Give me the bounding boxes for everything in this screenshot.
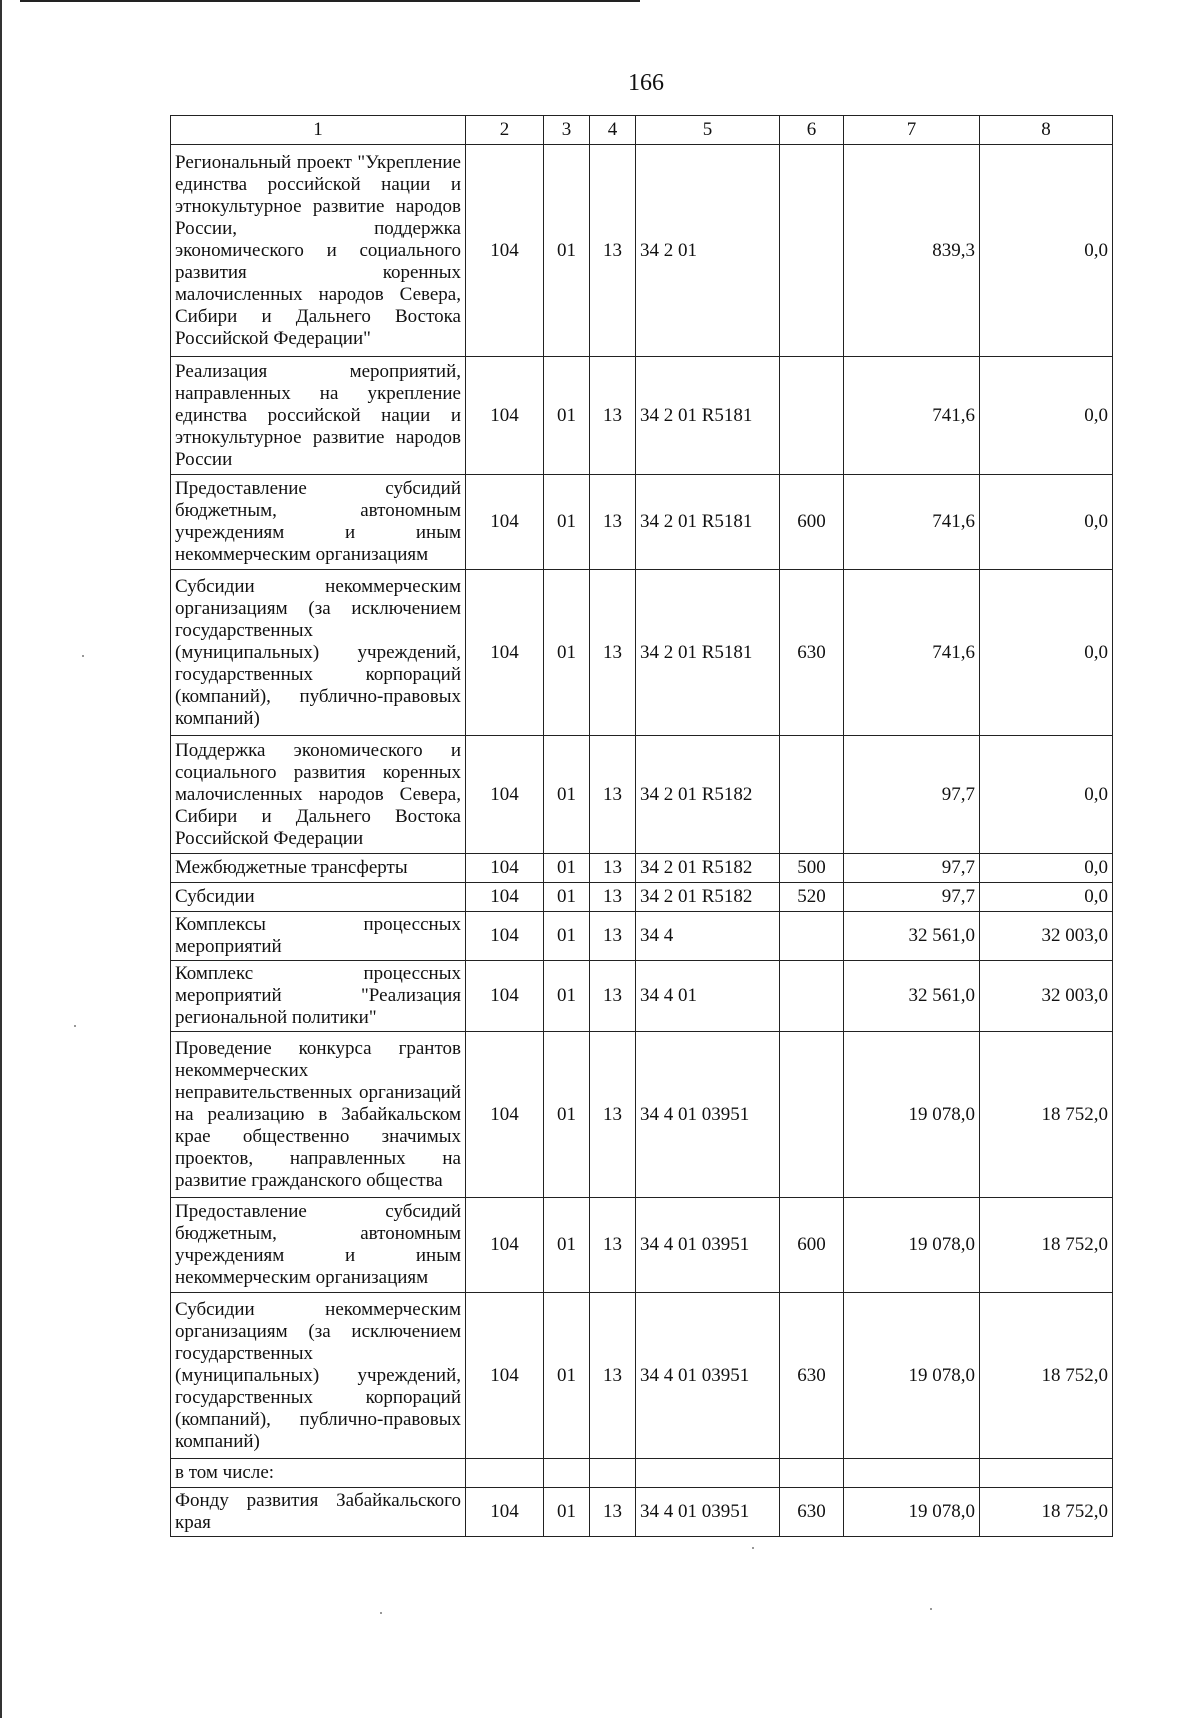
cell-section xyxy=(544,1459,590,1488)
column-header: 4 xyxy=(590,116,636,145)
scan-speck xyxy=(752,1547,754,1549)
cell-amount-1: 19 078,0 xyxy=(844,1198,980,1293)
cell-amount-1: 32 561,0 xyxy=(844,912,980,961)
cell-expense-type xyxy=(780,1032,844,1198)
table-row xyxy=(171,1198,1113,1293)
budget-table xyxy=(170,115,1113,1537)
cell-expense-type: 630 xyxy=(780,1488,844,1537)
cell-amount-1: 19 078,0 xyxy=(844,1488,980,1537)
cell-section: 01 xyxy=(544,1293,590,1459)
cell-expense-type: 600 xyxy=(780,475,844,570)
cell-amount-2: 0,0 xyxy=(980,475,1113,570)
column-header: 6 xyxy=(780,116,844,145)
cell-ministry: 104 xyxy=(466,961,544,1032)
table-row xyxy=(171,912,1113,961)
cell-target-code: 34 4 xyxy=(636,912,780,961)
cell-subsection xyxy=(590,1459,636,1488)
row-name: Субсидии некоммерческим организациям (за исключением государственных (муниципальных) учреждений, государственных корпораций (компаний), публично-правовых компаний) xyxy=(171,1293,466,1459)
scan-top-line xyxy=(20,0,640,2)
cell-amount-2: 18 752,0 xyxy=(980,1488,1113,1537)
column-header: 7 xyxy=(844,116,980,145)
cell-expense-type: 630 xyxy=(780,570,844,736)
row-name: Субсидии некоммерческим организациям (за исключением государственных (муниципальных) учреждений, государственных корпораций (компаний), публично-правовых компаний) xyxy=(171,570,466,736)
cell-amount-1: 97,7 xyxy=(844,854,980,883)
cell-ministry: 104 xyxy=(466,1198,544,1293)
column-header: 3 xyxy=(544,116,590,145)
cell-subsection: 13 xyxy=(590,475,636,570)
cell-section: 01 xyxy=(544,1488,590,1537)
cell-expense-type: 600 xyxy=(780,1198,844,1293)
row-name: Реализация мероприятий, направленных на укрепление единства российской нации и этнокультурное развитие народов России xyxy=(171,357,466,475)
cell-amount-2: 18 752,0 xyxy=(980,1032,1113,1198)
cell-subsection: 13 xyxy=(590,1198,636,1293)
cell-amount-2 xyxy=(980,1459,1113,1488)
column-header: 2 xyxy=(466,116,544,145)
cell-section: 01 xyxy=(544,912,590,961)
column-header: 5 xyxy=(636,116,780,145)
cell-ministry: 104 xyxy=(466,1032,544,1198)
row-name: Субсидии xyxy=(171,883,466,912)
cell-expense-type xyxy=(780,736,844,854)
cell-amount-2: 0,0 xyxy=(980,357,1113,475)
cell-expense-type xyxy=(780,357,844,475)
table-row xyxy=(171,1032,1113,1198)
cell-ministry: 104 xyxy=(466,145,544,357)
cell-target-code: 34 4 01 xyxy=(636,961,780,1032)
table-row xyxy=(171,1459,1113,1488)
cell-section: 01 xyxy=(544,145,590,357)
scan-speck xyxy=(930,1608,932,1610)
cell-amount-2: 0,0 xyxy=(980,736,1113,854)
cell-ministry xyxy=(466,1459,544,1488)
cell-amount-2: 18 752,0 xyxy=(980,1198,1113,1293)
cell-section: 01 xyxy=(544,854,590,883)
row-name: Поддержка экономического и социального развития коренных малочисленных народов Севера, Сибири и Дальнего Востока Российской Федерации xyxy=(171,736,466,854)
table-header-row xyxy=(171,116,1113,145)
cell-amount-1: 741,6 xyxy=(844,570,980,736)
cell-ministry: 104 xyxy=(466,475,544,570)
cell-amount-2: 32 003,0 xyxy=(980,961,1113,1032)
cell-section: 01 xyxy=(544,1198,590,1293)
cell-expense-type xyxy=(780,961,844,1032)
cell-target-code xyxy=(636,1459,780,1488)
cell-amount-1: 741,6 xyxy=(844,475,980,570)
table-row xyxy=(171,1293,1113,1459)
cell-target-code: 34 4 01 03951 xyxy=(636,1488,780,1537)
cell-subsection: 13 xyxy=(590,883,636,912)
cell-amount-1: 19 078,0 xyxy=(844,1293,980,1459)
cell-amount-1: 97,7 xyxy=(844,883,980,912)
cell-expense-type: 500 xyxy=(780,854,844,883)
cell-ministry: 104 xyxy=(466,736,544,854)
cell-section: 01 xyxy=(544,883,590,912)
cell-expense-type: 630 xyxy=(780,1293,844,1459)
row-name: Региональный проект "Укрепление единства российской нации и этнокультурное развитие народов России, поддержка экономического и социального развития коренных малочисленных народов Севера, Сибири и Дальнего Востока Российской Федерации" xyxy=(171,145,466,357)
cell-section: 01 xyxy=(544,357,590,475)
table-body xyxy=(171,145,1113,1537)
table-row xyxy=(171,854,1113,883)
cell-amount-2: 0,0 xyxy=(980,883,1113,912)
row-name: Комплексы процессных мероприятий xyxy=(171,912,466,961)
table-row xyxy=(171,1488,1113,1537)
cell-expense-type: 520 xyxy=(780,883,844,912)
cell-amount-2: 18 752,0 xyxy=(980,1293,1113,1459)
cell-amount-2: 32 003,0 xyxy=(980,912,1113,961)
cell-amount-1: 741,6 xyxy=(844,357,980,475)
row-name: Проведение конкурса грантов некоммерческих неправительственных организаций на реализацию в Забайкальском крае общественно значимых проектов, направленных на развитие гражданского общества xyxy=(171,1032,466,1198)
scan-speck xyxy=(74,1025,76,1027)
cell-target-code: 34 4 01 03951 xyxy=(636,1293,780,1459)
cell-subsection: 13 xyxy=(590,961,636,1032)
cell-target-code: 34 2 01 R5181 xyxy=(636,570,780,736)
cell-ministry: 104 xyxy=(466,357,544,475)
cell-subsection: 13 xyxy=(590,1293,636,1459)
cell-subsection: 13 xyxy=(590,912,636,961)
page-number: 166 xyxy=(628,70,664,96)
scan-edge-line xyxy=(0,0,2,1718)
table-row xyxy=(171,736,1113,854)
cell-expense-type xyxy=(780,145,844,357)
cell-subsection: 13 xyxy=(590,357,636,475)
cell-section: 01 xyxy=(544,961,590,1032)
cell-amount-1: 19 078,0 xyxy=(844,1032,980,1198)
row-name: Предоставление субсидий бюджетным, автономным учреждениям и иным некоммерческим организациям xyxy=(171,1198,466,1293)
cell-amount-2: 0,0 xyxy=(980,570,1113,736)
cell-amount-2: 0,0 xyxy=(980,854,1113,883)
cell-amount-1: 839,3 xyxy=(844,145,980,357)
cell-target-code: 34 2 01 R5182 xyxy=(636,883,780,912)
scan-speck xyxy=(82,655,84,657)
cell-subsection: 13 xyxy=(590,1488,636,1537)
cell-ministry: 104 xyxy=(466,1293,544,1459)
cell-subsection: 13 xyxy=(590,145,636,357)
table-row xyxy=(171,961,1113,1032)
cell-ministry: 104 xyxy=(466,883,544,912)
cell-target-code: 34 4 01 03951 xyxy=(636,1032,780,1198)
cell-section: 01 xyxy=(544,570,590,736)
cell-amount-1: 97,7 xyxy=(844,736,980,854)
cell-amount-1: 32 561,0 xyxy=(844,961,980,1032)
cell-subsection: 13 xyxy=(590,736,636,854)
cell-ministry: 104 xyxy=(466,912,544,961)
cell-target-code: 34 2 01 R5181 xyxy=(636,475,780,570)
table-row xyxy=(171,357,1113,475)
row-name: Фонду развития Забайкальского края xyxy=(171,1488,466,1537)
cell-expense-type xyxy=(780,912,844,961)
column-header: 8 xyxy=(980,116,1113,145)
row-name: Предоставление субсидий бюджетным, автономным учреждениям и иным некоммерческим организациям xyxy=(171,475,466,570)
cell-target-code: 34 2 01 R5182 xyxy=(636,736,780,854)
row-name: Межбюджетные трансферты xyxy=(171,854,466,883)
cell-section: 01 xyxy=(544,475,590,570)
row-name: Комплекс процессных мероприятий "Реализация региональной политики" xyxy=(171,961,466,1032)
cell-subsection: 13 xyxy=(590,854,636,883)
table-row xyxy=(171,570,1113,736)
cell-target-code: 34 2 01 R5181 xyxy=(636,357,780,475)
cell-section: 01 xyxy=(544,1032,590,1198)
cell-ministry: 104 xyxy=(466,1488,544,1537)
scan-speck xyxy=(380,1612,382,1614)
cell-amount-2: 0,0 xyxy=(980,145,1113,357)
cell-section: 01 xyxy=(544,736,590,854)
table-row xyxy=(171,145,1113,357)
cell-ministry: 104 xyxy=(466,854,544,883)
cell-target-code: 34 2 01 R5182 xyxy=(636,854,780,883)
column-header: 1 xyxy=(171,116,466,145)
cell-target-code: 34 4 01 03951 xyxy=(636,1198,780,1293)
table-row xyxy=(171,883,1113,912)
cell-subsection: 13 xyxy=(590,1032,636,1198)
table-row xyxy=(171,475,1113,570)
cell-subsection: 13 xyxy=(590,570,636,736)
cell-amount-1 xyxy=(844,1459,980,1488)
row-name: в том числе: xyxy=(171,1459,466,1488)
cell-ministry: 104 xyxy=(466,570,544,736)
cell-expense-type xyxy=(780,1459,844,1488)
cell-target-code: 34 2 01 xyxy=(636,145,780,357)
